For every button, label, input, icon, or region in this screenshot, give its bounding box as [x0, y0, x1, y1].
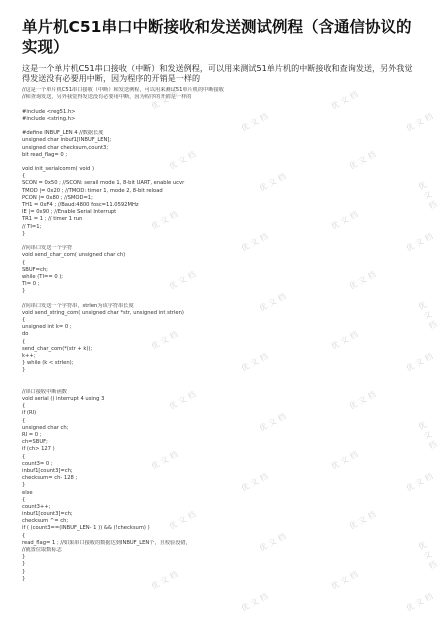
code-line: ch=SBUF; — [22, 439, 48, 446]
watermark: 优 文 档 — [329, 569, 360, 592]
code-line — [22, 375, 422, 382]
code-line — [22, 238, 422, 245]
code-line: #include <reg51.h> — [22, 108, 76, 115]
code-line: { — [22, 173, 26, 180]
code-line: void send_string_com( unsigned char *str, unsigned int strlen) — [22, 309, 184, 316]
code-line: void send_char_com( unsigned char ch) — [22, 252, 126, 259]
watermark: 优 文 档 — [149, 449, 180, 472]
code-line: //串口接收中断函数 — [22, 388, 67, 395]
code-line: unsigned char checksum,count3; — [22, 144, 109, 151]
code-line: if (ch> 127 ) — [22, 446, 55, 453]
code-line: { — [22, 317, 26, 323]
document-title: 单片机C51串口中断接收和发送测试例程（含通信协议的实现） — [22, 18, 412, 56]
code-line — [22, 295, 422, 302]
watermark: 优 文 档 — [149, 209, 180, 232]
code-line: send_char_com(*(str + k)); — [22, 345, 93, 352]
watermark: 优 文 档 — [347, 149, 378, 172]
code-line: { — [22, 338, 26, 345]
code-line: //和查询发送，另外我觉得发送没有必要用中断，因为程序的开销是一样的 — [22, 94, 192, 101]
watermark: 优 文 档 — [167, 509, 198, 532]
code-line: void init_serialcomm( void ) — [22, 166, 94, 173]
code-line: IE |= 0x90 ; //Enable Serial Interrupt — [22, 209, 117, 216]
code-line: SBUF=ch; — [22, 266, 48, 273]
code-line: while (TI== 0 ); — [22, 273, 64, 280]
code-line: if (RI) — [22, 410, 37, 417]
watermark: 优 文 档 — [404, 351, 435, 374]
code-line — [22, 101, 422, 108]
code-line: checksum= ch- 128 ; — [22, 475, 78, 482]
code-line: { — [22, 259, 26, 266]
code-line: } — [22, 230, 26, 237]
code-line: { — [22, 417, 26, 424]
watermark: 优 文 档 — [149, 569, 180, 592]
code-line: // TI=1; — [22, 223, 42, 230]
watermark: 优 文 档 — [416, 540, 439, 572]
watermark: 优 文 档 — [416, 180, 439, 212]
code-line — [22, 382, 422, 389]
watermark: 优 文 档 — [167, 149, 198, 172]
watermark: 优 文 档 — [257, 531, 288, 554]
code-line: //向串口发送一个字符 — [22, 245, 73, 252]
code-line: //这是一个单片机C51串口接收（中断）和发送例程，可以用来测试51单片机的中断接收 — [22, 87, 224, 93]
code-line: #include <string.h> — [22, 115, 76, 122]
intro-paragraph: 这是一个单片机C51串口接收（中断）和发送例程，可以用来测试51单片机的中断接收和查询发送，另外我觉得发送没有必要用中断，因为程序的开销是一样的 — [22, 63, 413, 84]
code-line: } — [22, 367, 26, 374]
code-line: } — [22, 288, 26, 295]
code-line: } — [22, 575, 26, 582]
code-line: bit read_flag= 0 ; — [22, 151, 68, 158]
watermark: 优 文 档 — [329, 89, 360, 112]
watermark: 优 文 档 — [404, 111, 435, 134]
watermark: 优 文 档 — [257, 171, 288, 194]
watermark: 优 文 档 — [404, 231, 435, 254]
watermark: 优 文 档 — [257, 411, 288, 434]
code-line: inbuf1[count3]=ch; — [22, 467, 73, 474]
code-line: inbuf1[count3]=ch; — [22, 511, 73, 518]
watermark: 优 文 档 — [404, 471, 435, 494]
code-line: } — [22, 561, 26, 568]
code-line: PCON |= 0x80 ; //SMOD=1; — [22, 194, 93, 201]
watermark: 优 文 档 — [239, 231, 270, 254]
code-line: read_flag= 1 ; //如果串口接收的数据达到INBUF_LEN个，且校验没错， — [22, 539, 191, 546]
watermark: 优 文 档 — [347, 509, 378, 532]
watermark: 优 文 档 — [329, 449, 360, 472]
code-line: } — [22, 482, 26, 489]
code-line: } while (k < strlen); — [22, 360, 74, 367]
code-line: } — [22, 554, 26, 561]
code-line: TR1 = 1 ; // timer 1 run — [22, 216, 83, 223]
watermark: 优 文 档 — [239, 351, 270, 374]
code-line: { — [22, 403, 26, 410]
watermark: 优 文 档 — [149, 89, 180, 112]
code-line: else — [22, 489, 33, 496]
watermark: 优 文 档 — [239, 471, 270, 494]
code-line: TI= 0 ; — [22, 281, 40, 288]
code-line — [22, 123, 422, 130]
code-line: void serial () interrupt 4 using 3 — [22, 396, 105, 403]
code-line: { — [22, 453, 26, 460]
code-line: TH1 = 0xF4 ; //Baud:4800 fosc=11.0592MHz — [22, 202, 139, 208]
code-line: count3= 0 ; — [22, 460, 53, 467]
watermark: 优 文 档 — [239, 111, 270, 134]
watermark: 优 文 档 — [329, 209, 360, 232]
code-line: SCON = 0x50 ; //SCON: serail mode 1, 8-bit UART, enable ucvr — [22, 180, 185, 187]
code-line: //向串口发送一个字符串，strlen为该字符串长度 — [22, 302, 134, 309]
code-line — [22, 159, 422, 166]
code-line: { — [22, 532, 26, 539]
code-line: k++; — [22, 352, 36, 359]
watermark: 优 文 档 — [239, 591, 270, 614]
code-line: unsigned char ch; — [22, 424, 69, 431]
watermark: 优 文 档 — [404, 591, 435, 614]
code-line: RI = 0 ; — [22, 432, 42, 438]
watermark: 优 文 档 — [347, 269, 378, 292]
code-listing — [22, 87, 422, 583]
watermark: 优 文 档 — [416, 300, 439, 332]
code-line: { — [22, 496, 26, 503]
code-line: do — [22, 331, 29, 338]
watermark: 优 文 档 — [257, 291, 288, 314]
code-line: unsigned char inbuf1[INBUF_LEN]; — [22, 137, 112, 144]
code-line: } — [22, 568, 26, 575]
watermark: 优 文 档 — [149, 329, 180, 352]
code-line: checksum ^= ch; — [22, 518, 69, 525]
code-line: if ( (count3==(INBUF_LEN- 1 )) && (!checksum) ) — [22, 525, 150, 532]
code-line: count3++; — [22, 503, 51, 510]
watermark: 优 文 档 — [167, 389, 198, 412]
code-line: #define INBUF_LEN 4 //数据长度 — [22, 130, 104, 137]
watermark: 优 文 档 — [329, 329, 360, 352]
code-line: //就置位取数标志 — [22, 547, 62, 553]
watermark: 优 文 档 — [167, 269, 198, 292]
code-line: unsigned int k= 0 ; — [22, 324, 72, 331]
code-line: TMOD |= 0x20 ; //TMOD: timer 1, mode 2, 8-bit reload — [22, 187, 163, 194]
watermark: 优 文 档 — [347, 389, 378, 412]
watermark: 优 文 档 — [416, 420, 439, 452]
